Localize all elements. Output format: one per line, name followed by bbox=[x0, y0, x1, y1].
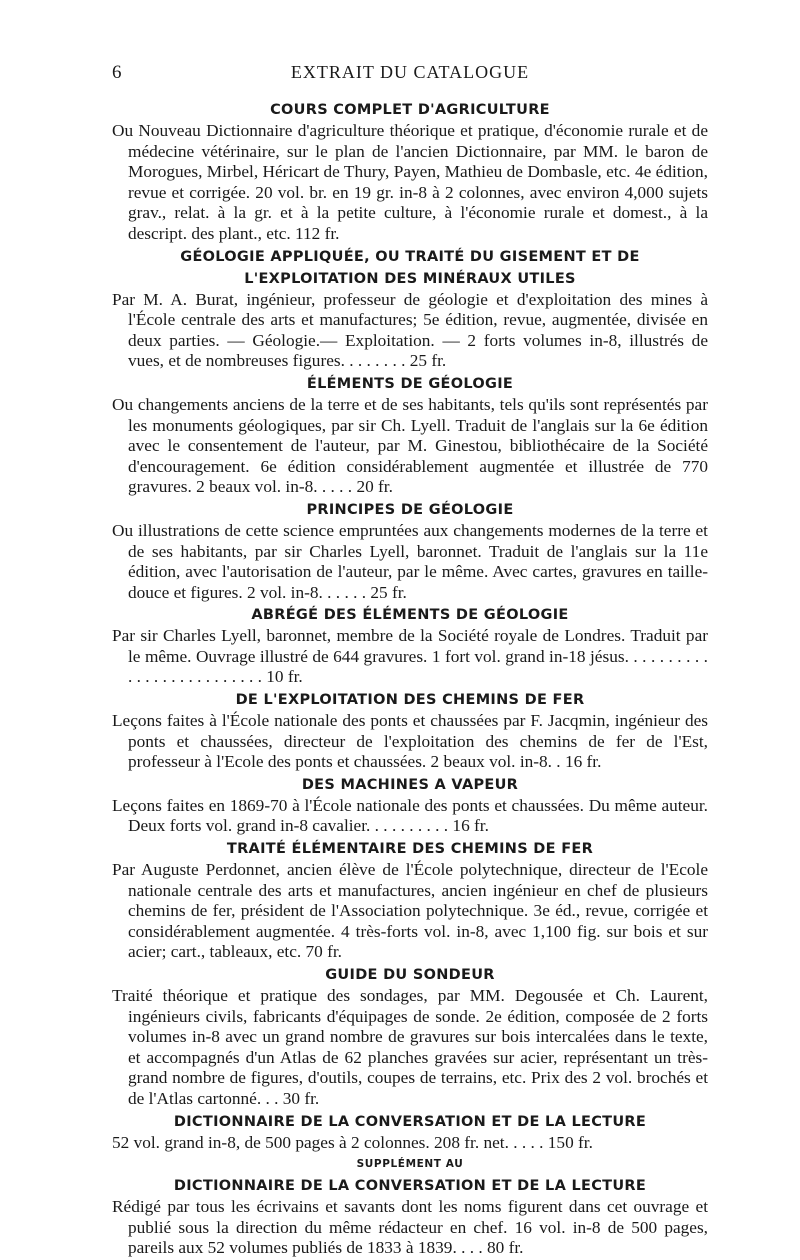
page-number: 6 bbox=[112, 62, 122, 83]
catalogue-entry bbox=[112, 1154, 708, 1174]
entry-description: Leçons faites à l'École nationale des ponts et chaussées par F. Jacqmin, ingénieur des ponts et chaussées, directeur de l'exploitation des chemins de fer de l'Est, professeur à l'Ecole des ponts et chaussées. 2 beaux vol. in-8. . 16 fr. bbox=[112, 711, 708, 772]
entry-title: ABRÉGÉ DES ÉLÉMENTS DE GÉOLOGIE bbox=[251, 607, 569, 624]
entry-title: TRAITÉ ÉLÉMENTAIRE DES CHEMINS DE FER bbox=[226, 841, 594, 858]
catalogue-entry bbox=[112, 499, 708, 603]
entry-description: Par sir Charles Lyell, baronnet, membre de la Société royale de Londres. Traduit par le même. Ouvrage illustré de 644 gravures. 1 fort vol. grand in-18 jésus. . . . . . . . . . . . . . . . . . . . . . . . . . 10 fr. bbox=[112, 626, 708, 687]
catalogue-entry bbox=[112, 1111, 708, 1154]
entry-description: Traité théorique et pratique des sondages, par MM. Degousée et Ch. Laurent, ingénieurs civils, fabricants d'équipages de sonde. 2e édition, composée de 2 forts volumes in-8 avec un grand nombre de gravures sur bois intercalées dans le texte, et accompagnés d'un Atlas de 62 planches gravées sur acier, représentant un très-grand nombre de figures, d'outils, coupes de terrains, etc. Prix des 2 vol. brochés et de l'Atlas cartonné. . . 30 fr. bbox=[112, 986, 708, 1108]
catalogue-entry bbox=[112, 774, 708, 837]
entry-description: Par M. A. Burat, ingénieur, professeur de géologie et d'exploitation des mines à l'École centrale des arts et manufactures; 5e édition, revue, augmentée, divisée en deux parties. — Géologie.— Exploitation. — 2 forts volumes in-8, illustrés de vues, et de nombreuses figures. . . . . . . . 25 fr. bbox=[112, 289, 708, 371]
catalogue-entries bbox=[112, 98, 708, 1260]
entry-title: DICTIONNAIRE DE LA CONVERSATION ET DE LA LECTURE bbox=[173, 1178, 647, 1195]
entry-title: ÉLÉMENTS DE GÉOLOGIE bbox=[306, 375, 514, 392]
entry-title: DICTIONNAIRE DE LA CONVERSATION ET DE LA LECTURE bbox=[173, 1113, 647, 1130]
entry-description: 52 vol. grand in-8, de 500 pages à 2 colonnes. 208 fr. net. . . . . 150 fr. bbox=[112, 1132, 593, 1152]
entry-title: DE L'EXPLOITATION DES CHEMINS DE FER bbox=[235, 692, 585, 709]
entry-description: Leçons faites en 1869-70 à l'École nationale des ponts et chaussées. Du même auteur. Deux forts vol. grand in-8 cavalier. . . . . . . . . . 16 fr. bbox=[112, 795, 708, 836]
catalogue-entry bbox=[112, 1175, 708, 1259]
entry-description: Ou Nouveau Dictionnaire d'agriculture théorique et pratique, d'économie rurale et de médecine vétérinaire, sur le plan de l'ancien Dictionnaire, par MM. le baron de Morogues, Mirbel, Héricart de Thury, Payen, Mathieu de Dombasle, etc. 4e édition, revue et corrigée. 20 vol. br. en 19 gr. in-8 à 2 colonnes, avec environ 4,000 sujets grav., relat. à la gr. et à la petite culture, à l'économie rurale et domest., à la descript. des plant., etc. 112 fr. bbox=[112, 121, 708, 243]
entry-description: Ou illustrations de cette science empruntées aux changements modernes de la terre et de ses habitants, par sir Charles Lyell, baronnet. Traduit de l'anglais sur la 11e édition, avec l'autorisation de l'auteur, par le même. Avec cartes, gravures en taille-douce et figures. 2 vol. in-8. . . . . . 25 fr. bbox=[112, 520, 708, 602]
page-header bbox=[112, 62, 708, 90]
entry-title: PRINCIPES DE GÉOLOGIE bbox=[306, 501, 514, 518]
entry-description: Par Auguste Perdonnet, ancien élève de l'École polytechnique, directeur de l'Ecole nationale centrale des arts et manufactures, ancien ingénieur en chef de plusieurs chemins de fer, président de l'Association polytechnique. 3e éd., revue, corrigée et considérablement augmentée. 4 très-forts vol. in-8, avec 1,100 fig. sur bois et sur acier; cart., tableaux, etc. 70 fr. bbox=[112, 860, 708, 962]
catalogue-entry bbox=[112, 964, 708, 1110]
running-title: EXTRAIT DU CATALOGUE bbox=[290, 62, 530, 82]
catalogue-entry bbox=[112, 99, 708, 245]
entry-title: GUIDE DU SONDEUR bbox=[325, 967, 495, 983]
entry-title: GÉOLOGIE APPLIQUÉE, OU TRAITÉ DU GISEMENT ET DE L'EXPLOITATION DES MINÉRAUX UTILES bbox=[180, 248, 640, 287]
entry-description: Rédigé par tous les écrivains et savants dont les noms figurent dans cet ouvrage et publié sous la direction du même rédacteur en chef. 16 vol. in-8 de 500 pages, pareils aux 52 volumes publiés de 1833 à 1839. . . . 80 fr. bbox=[112, 1197, 708, 1258]
catalogue-entry bbox=[112, 604, 708, 688]
entry-title: DES MACHINES A VAPEUR bbox=[301, 776, 519, 793]
catalogue-entry bbox=[112, 689, 708, 773]
catalogue-entry bbox=[112, 373, 708, 498]
entry-title: COURS COMPLET D'AGRICULTURE bbox=[270, 102, 550, 118]
catalogue-entry bbox=[112, 838, 708, 963]
entry-title: SUPPLÉMENT AU bbox=[356, 1158, 464, 1171]
catalogue-entry bbox=[112, 246, 708, 372]
entry-description: Ou changements anciens de la terre et de ses habitants, tels qu'ils sont représentés par les monuments géologiques, par sir Ch. Lyell. Traduit de l'anglais sur la 6e édition avec le consentement de l'auteur, par M. Ginestou, bibliothécaire de la Société d'encouragement. 6e édition considérablement augmentée et illustrée de 770 gravures. 2 beaux vol. in-8. . . . . 20 fr. bbox=[112, 394, 708, 497]
